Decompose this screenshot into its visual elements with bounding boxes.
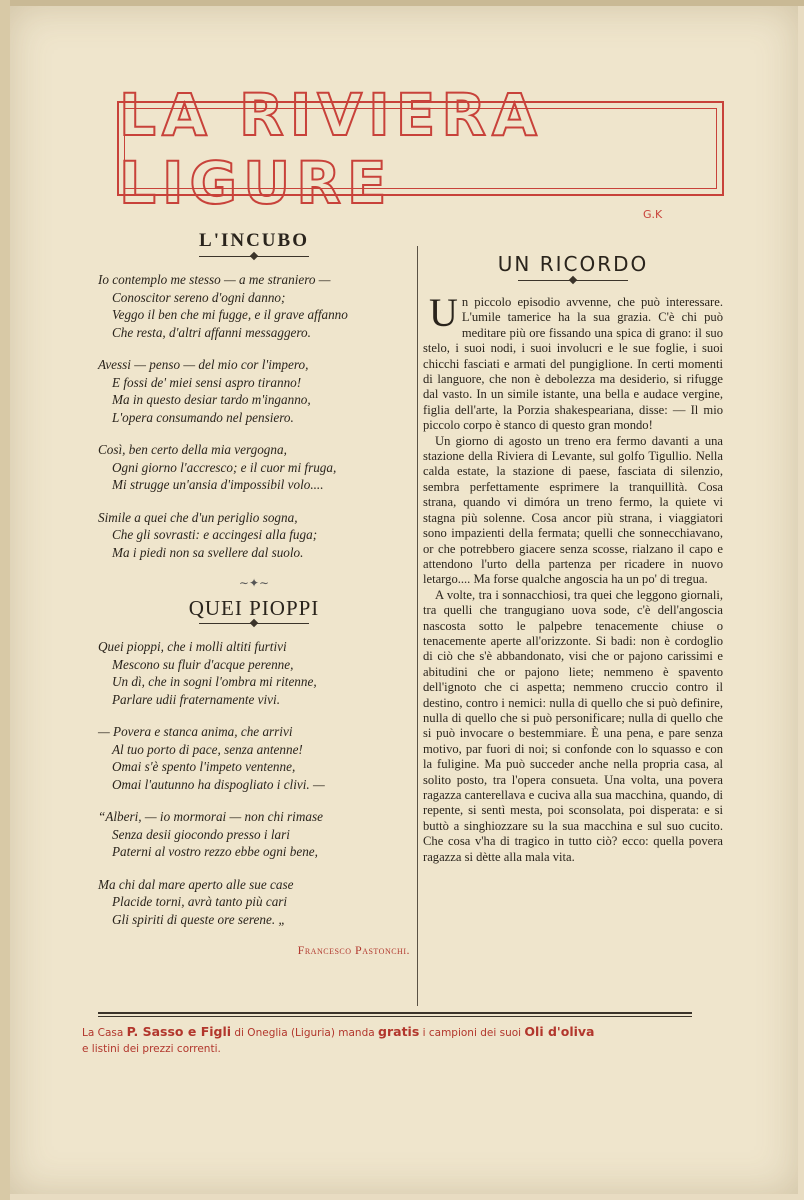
verse: Conoscitor sereno d'ogni danno;: [112, 289, 286, 305]
ornament-divider: ∼✦∼: [238, 576, 270, 590]
verse: L'opera consumando nel pensiero.: [112, 409, 294, 425]
poem2-stanza: [98, 638, 410, 708]
verse: Così, ben certo della mia vergogna,: [98, 442, 287, 457]
ad-company: P. Sasso e Figli: [126, 1024, 232, 1039]
story-paragraph-text: n piccolo episodio avvenne, che può interessare. L'umile tamerice ha la sua grazia. C'è chi può meditare più ore fissando una spica di grano: il suo stelo, i suoi nodi, i suoi involucri e le sue foglie, i suoi chicchi fasciati e armati del pungiglione. In certi momenti di languore, che non è debolezza ma desiderio, si rifugge dal vasto. In un simile istante, una bella e audace vergine, figlia dell'arte, la Porzia shakespeariana, disse: — Il mio piccolo corpo è stanco di questo gran mondo!: [423, 295, 723, 433]
poem2-title: QUEI PIOPPI: [188, 596, 320, 620]
verse: Al tuo porto di pace, senza antenne!: [112, 741, 303, 757]
dropcap: U: [429, 290, 458, 335]
poem2-title-rule: [199, 623, 309, 624]
story-title-rule: [518, 280, 628, 281]
verse: Che gli sovrasti: e accingesi alla fuga;: [112, 527, 318, 542]
story-title: UN RICORDO: [497, 252, 649, 276]
poem1-stanza: [98, 356, 410, 426]
footer-rule-thin: [98, 1016, 692, 1017]
poem2-author: Francesco Pastonchi.: [297, 943, 410, 957]
verse: Un dì, che in sogni l'ombra mi ritenne,: [112, 674, 317, 689]
verse: Parlare udii fraternamente vivi.: [112, 691, 280, 707]
masthead-title: LA RIVIERA LIGURE: [119, 80, 543, 217]
verse: Quei pioppi, che i molli altiti furtivi: [98, 639, 287, 654]
footer-rule-thick: [98, 1012, 692, 1014]
ad-middle2: i campioni dei suoi: [422, 1027, 522, 1039]
verse: Ma in questo desiar tardo m'inganno,: [112, 392, 311, 407]
verse: Avessi — penso — del mio cor l'impero,: [98, 357, 309, 372]
poem1-stanza: [98, 441, 410, 494]
poem2-stanza: [98, 876, 410, 929]
verse: Ma chi dal mare aperto alle sue case: [98, 876, 294, 892]
poem2-stanza: [98, 723, 410, 793]
poem1-stanza: [98, 271, 410, 341]
story-paragraph: Un giorno di agosto un treno era fermo davanti a una stazione della Riviera di Levante, sul golfo Tigullio. Nella calda estate, la stazione di paese, fasciata di silenzio, sembra perfettamente esprimere la tranquillità. Cosa strana, quando vi dimóra un treno fermo, la quiete vi stagna più solenne. Cosa ancor più strana, i viaggiatori sono impazienti della fermata; quelli che sonnecchiavano, or che potrebbero giacere senza scosse, rialzano il capo e attendono l'urto della partenza per ricadere in nuovo letargo.... Ma forse qualche angoscia ha un po' di tregua.: [423, 433, 723, 587]
poem1-title: L'INCUBO: [199, 230, 309, 251]
right-column: [423, 246, 723, 865]
poem2-stanza: [98, 808, 410, 861]
verse: E fossi de' miei sensi aspro tiranno!: [112, 374, 302, 390]
verse: Mi strugge un'ansia d'impossibil volo....: [112, 477, 324, 492]
column-divider: [417, 246, 418, 1006]
ad-product: Oli d'oliva: [524, 1024, 595, 1039]
poem1-title-rule: [199, 256, 309, 257]
verse: Gli spiriti di queste ore serene. „: [112, 911, 286, 927]
verse: “Alberi, — io mormorai — non chi rimase: [98, 809, 323, 824]
verse: Mescono su fluir d'acque perenne,: [112, 656, 294, 672]
page-left-edge: [0, 0, 10, 1200]
ad-middle: di Oneglia (Liguria) manda: [234, 1027, 375, 1039]
verse: Io contemplo me stesso — a me straniero —: [98, 272, 331, 287]
story-paragraph: A volte, tra i sonnacchiosi, tra quei che leggono giornali, tra quelli che trangugiano uova sode, c'è dell'angoscia nascosta sotto le palpebre tenacemente chiuse o tenacemente aperte all'orizzonte. Si badi: non è cordoglio di ciò che s'è abbandonato, visi che or pajono carissimi e abitudini che or pajono liete; nemmeno è spavento dell'ignoto che ci aspetta; nemmeno cruccio contro il destino, contro i nemici: nulla di quello che si può definire, nulla di quello che si può personificare; nulla di quello che si può invocare o bestemmiare. È una pena, e pare senza motivo, par fuori di noi; si confonde con lo squasso e con la fuligine. Ma può succeder anche nella propria casa, al solito posto, tra l'opera consueta. Una volta, una povera ragazza canterellava e cuciva alla sua macchina, quando, di repente, si sentì mesta, poi sconsolata, poi disperata: e si buttò a singhiozzare su la sua macchina e sul suo cucito. Che cosa v'ha di tragico in tutto ciò? ecco: quella povera ragazza si dètte alla mala vita.: [423, 587, 723, 864]
verse: Paterni al vostro rezzo ebbe ogni bene,: [112, 844, 318, 859]
ad-gratis: gratis: [378, 1024, 420, 1039]
verse: Che resta, d'altri affanni messaggero.: [112, 324, 311, 340]
masthead-signature: G.K: [643, 208, 663, 221]
verse: Omai s'è spento l'impeto ventenne,: [112, 759, 296, 774]
verse: Ogni giorno l'accresco; e il cuor mi fruga,: [112, 459, 337, 475]
verse: Placide torni, avrà tanto più cari: [112, 894, 288, 909]
verse: Ma i piedi non sa svellere dal suolo.: [112, 544, 304, 560]
verse: — Povera e stanca anima, che arrivi: [98, 724, 293, 739]
poem1-stanza: [98, 509, 410, 562]
verse: Veggo il ben che mi fugge, e il grave affanno: [112, 307, 348, 322]
verse: Omai l'autunno ha dispogliato i clivi. —: [112, 776, 325, 792]
advertisement: [82, 1024, 702, 1057]
story-paragraph: [423, 290, 723, 434]
verse: Senza desii giocondo presso i lari: [112, 826, 290, 842]
ad-prefix: La Casa: [82, 1027, 124, 1039]
ad-suffix: e listini dei prezzi correnti.: [82, 1043, 221, 1055]
verse: Simile a quei che d'un periglio sogna,: [98, 509, 298, 525]
left-column: [98, 230, 410, 958]
